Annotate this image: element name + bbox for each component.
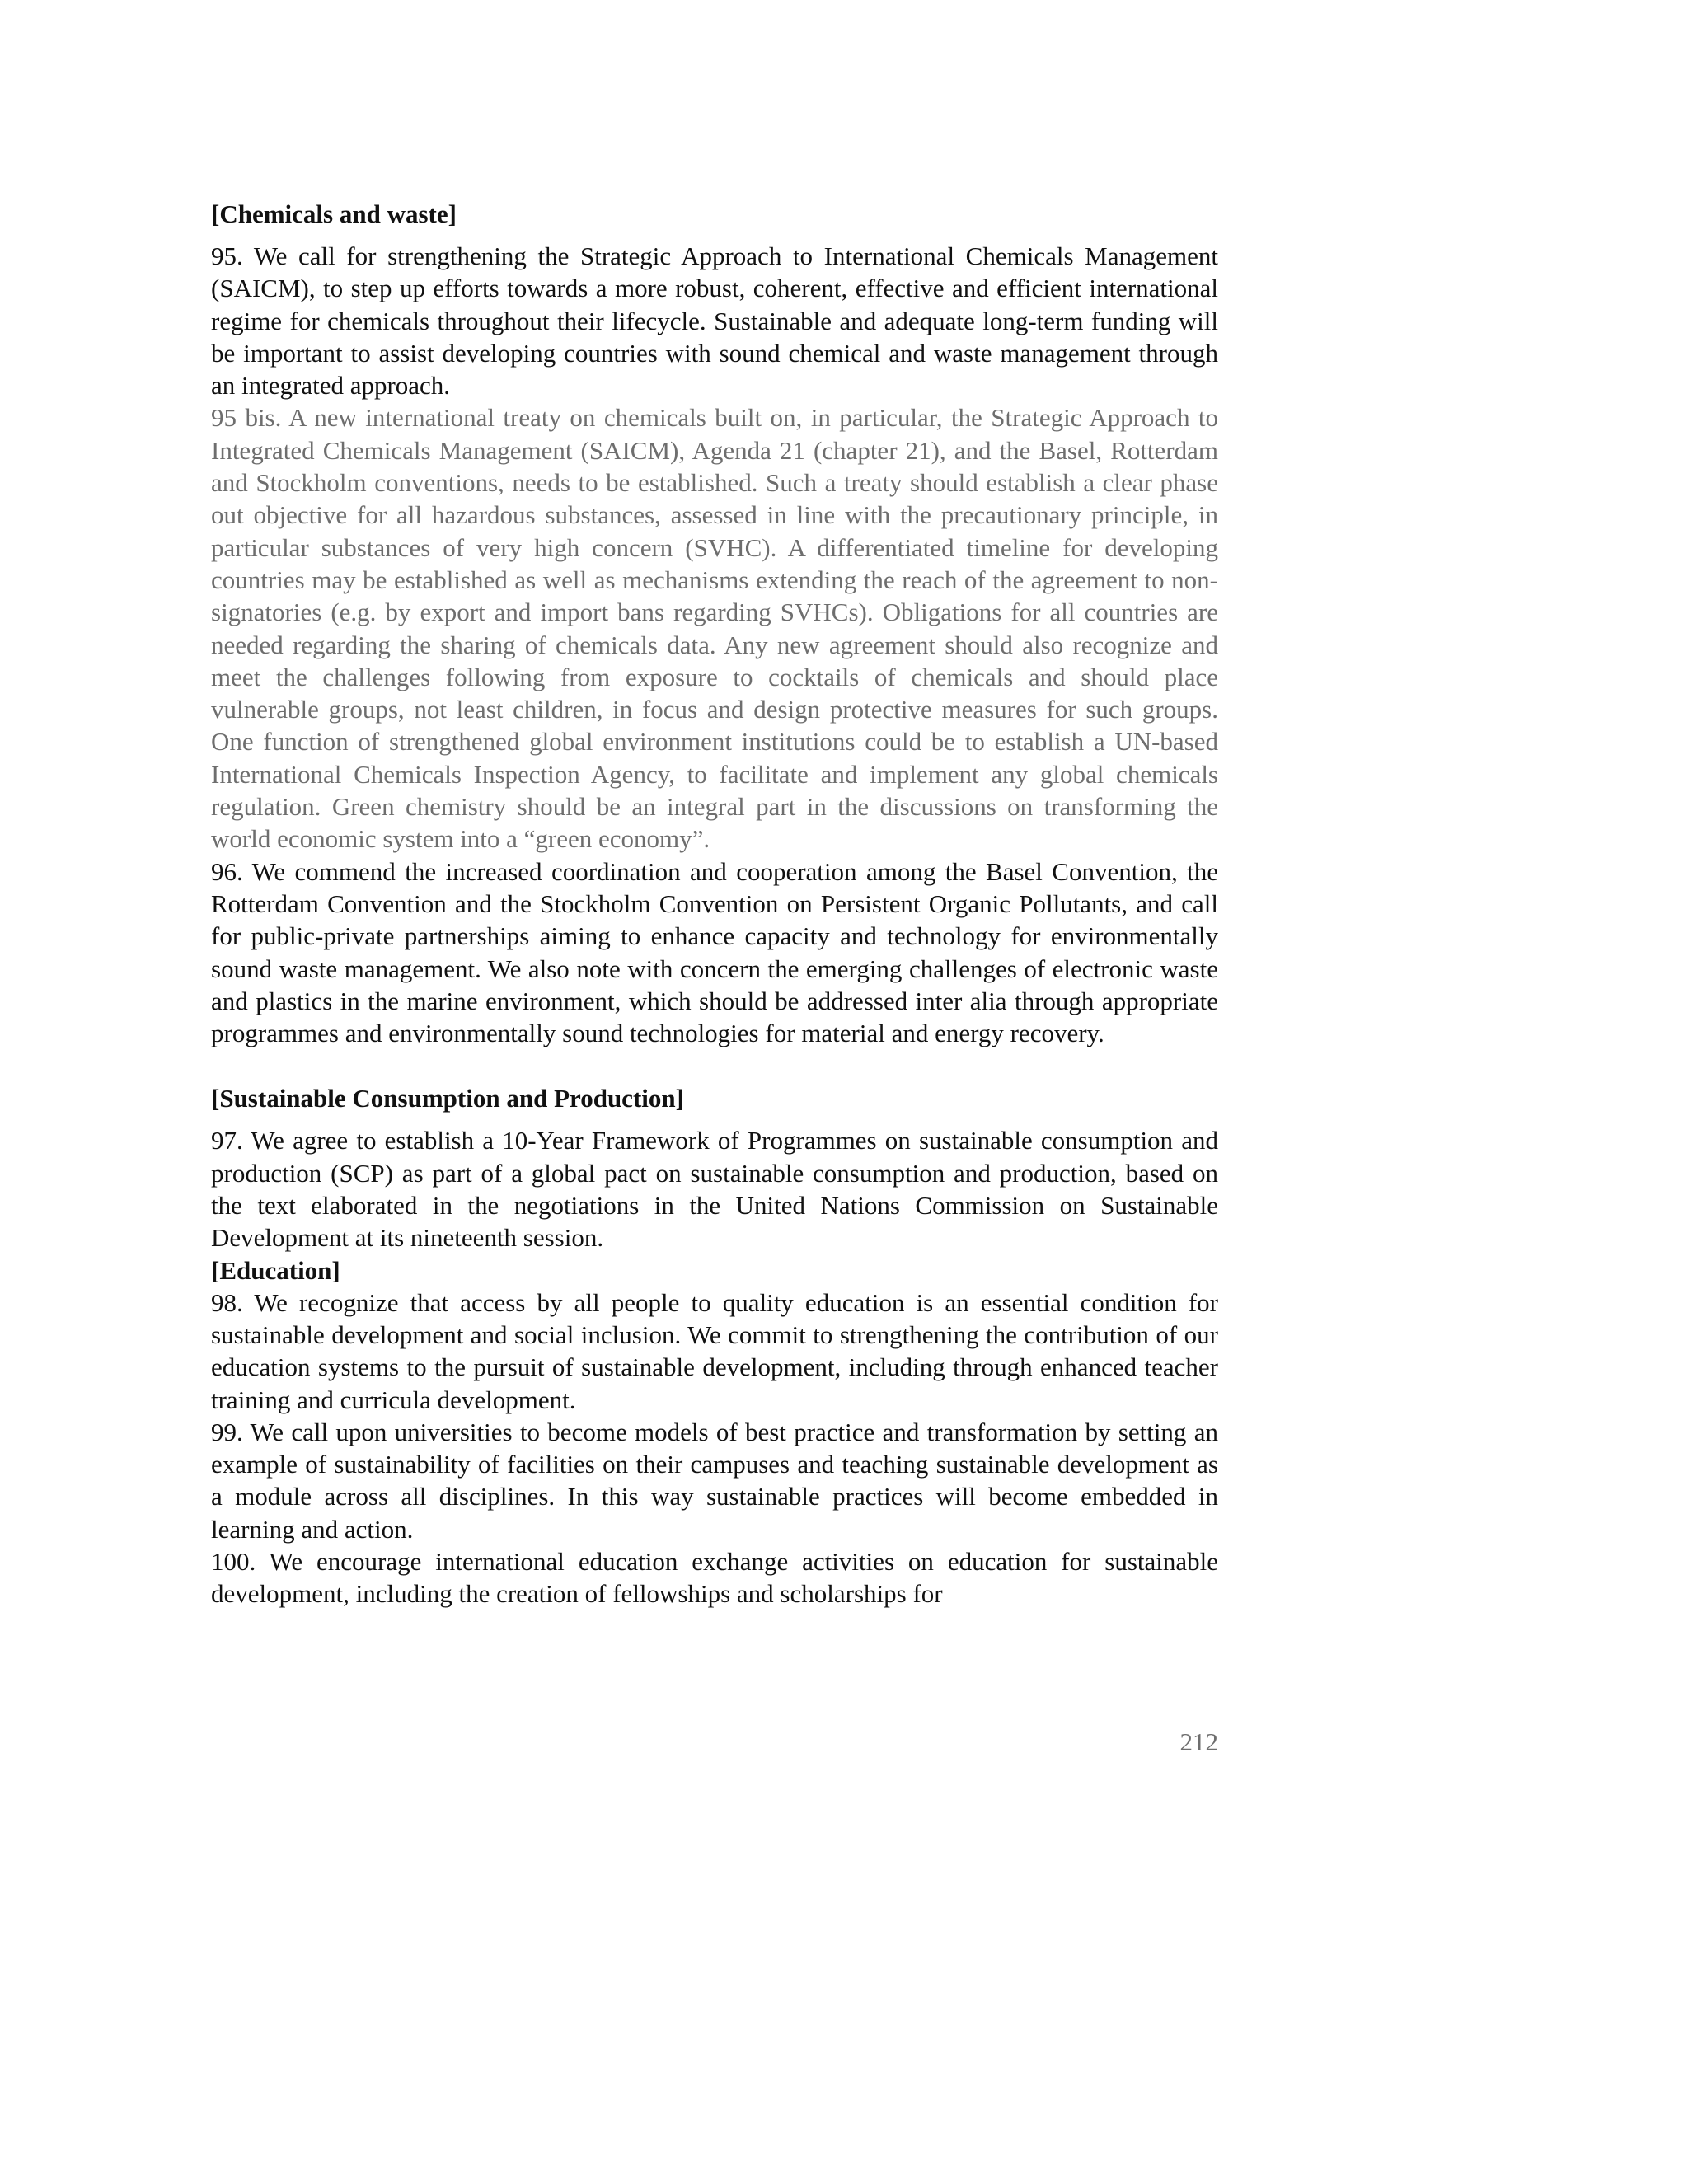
- section-heading-education: [Education]: [211, 1255, 340, 1285]
- page-number: 212: [1179, 1727, 1218, 1756]
- document-page: [211, 198, 1218, 1610]
- paragraph-95: 95. We call for strengthening the Strategic Approach to International Chemicals Management (SAICM), to step up efforts towards a more robust, coherent, effective and efficient international regime for chemicals throughout their lifecycle. Sustainable and adequate long-term funding will be important to assist developing countries with sound chemical and waste management through an integrated approach.: [211, 241, 1218, 401]
- paragraph-99: 99. We call upon universities to become models of best practice and transformation by setting an example of sustainability of facilities on their campuses and teaching sustainable development as a module across all disciplines. In this way sustainable practices will become embedded in learning and action.: [211, 1417, 1218, 1544]
- paragraph-95-bis: 95 bis. A new international treaty on chemicals built on, in particular, the Strategic Approach to Integrated Chemicals Management (SAICM), Agenda 21 (chapter 21), and the Basel, Rotterdam and Stockholm conventions, needs to be established. Such a treaty should establish a clear phase out objective for all hazardous substances, assessed in line with the precautionary principle, in particular substances of very high concern (SVHC). A differentiated timeline for developing countries may be established as well as mechanisms extending the reach of the agreement to non-signatories (e.g. by export and import bans regarding SVHCs). Obligations for all countries are needed regarding the sharing of chemicals data. Any new agreement should also recognize and meet the challenges following from exposure to cocktails of chemicals and should place vulnerable groups, not least children, in focus and design protective measures for such groups. One function of strengthened global environment institutions could be to establish a UN-based International Chemicals Inspection Agency, to facilitate and implement any global chemicals regulation. Green chemistry should be an integral part in the discussions on transforming the world economic system into a “green economy”.: [211, 403, 1218, 854]
- paragraph-100: 100. We encourage international education exchange activities on education for sustainable development, including the creation of fellowships and scholarships for: [211, 1546, 1218, 1609]
- section-heading-chemicals: [Chemicals and waste]: [211, 199, 457, 228]
- paragraph-97: 97. We agree to establish a 10-Year Framework of Programmes on sustainable consumption and production (SCP) as part of a global pact on sustainable consumption and production, based on the text elaborated in the negotiations in the United Nations Commission on Sustainable Development at its nineteenth session.: [211, 1126, 1218, 1253]
- paragraph-96: 96. We commend the increased coordination and cooperation among the Basel Convention, the Rotterdam Convention and the Stockholm Convention on Persistent Organic Pollutants, and call for public-private partnerships aiming to enhance capacity and technology for environmentally sound waste management. We also note with concern the emerging challenges of electronic waste and plastics in the marine environment, which should be addressed inter alia through appropriate programmes and environmentally sound technologies for material and energy recovery.: [211, 856, 1218, 1048]
- paragraph-98: 98. We recognize that access by all people to quality education is an essential condition for sustainable development and social inclusion. We commit to strengthening the contribution of our education systems to the pursuit of sustainable development, including through enhanced teacher training and curricula development.: [211, 1287, 1218, 1414]
- section-heading-scp: [Sustainable Consumption and Production]: [211, 1084, 684, 1113]
